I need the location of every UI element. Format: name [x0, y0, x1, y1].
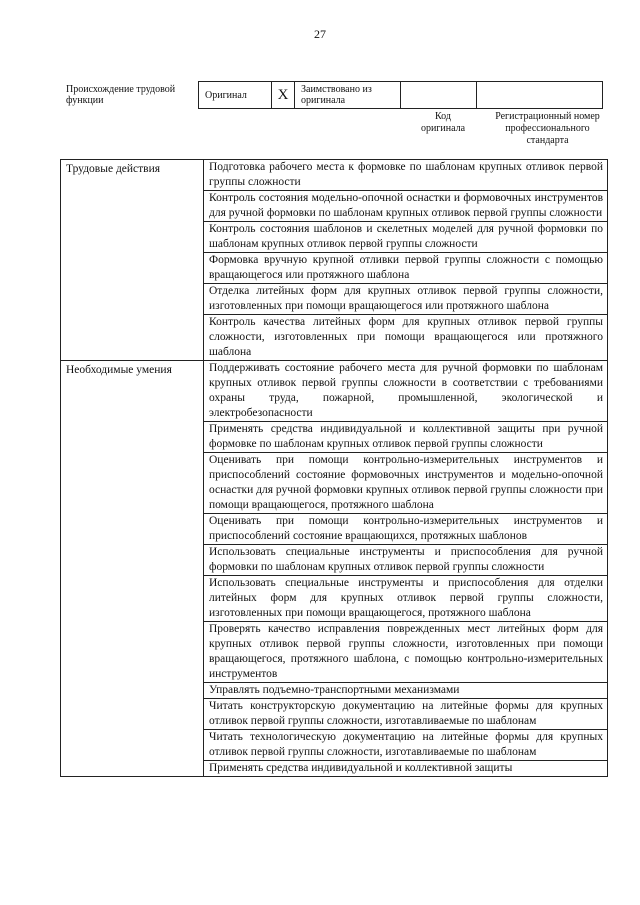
page-number: 27	[314, 27, 326, 41]
table-row	[61, 160, 608, 191]
reg-number-label: Регистрационный номер профессионального стандарта	[495, 111, 600, 146]
section-item: Читать технологическую документацию на литейные формы для крупных отливок первой группы сложности, изготавливаемые по шаблонам	[204, 730, 608, 761]
section-item: Подготовка рабочего места к формовке по шаблонам крупных отливок первой группы сложности	[204, 160, 608, 191]
table-row	[61, 361, 608, 422]
function-table	[60, 159, 608, 777]
original-mark: X	[272, 82, 295, 109]
section-item: Проверять качество исправления поврежденных мест литейных форм для крупных отливок первой группы сложности, изготовленных при помощи вращающегося, протяжного шаблона, с помощью контрольно-измерительных инструментов	[204, 622, 608, 683]
borrowed-cell: Заимствовано из оригинала	[295, 82, 401, 109]
section-item: Отделка литейных форм для крупных отливок первой группы сложности, изготовленных при помощи вращающегося или протяжного шаблона	[204, 284, 608, 315]
reg-number-cell	[477, 82, 603, 109]
section-item: Читать конструкторскую документацию на литейные формы для крупных отливок первой группы сложности, изготавливаемые по шаблонам	[204, 699, 608, 730]
section-item: Использовать специальные инструменты и приспособления для ручной формовки по шаблонам крупных отливок первой группы сложности	[204, 545, 608, 576]
section-item: Применять средства индивидуальной и коллективной защиты при ручной формовке по шаблонам крупных отливок первой группы сложности	[204, 422, 608, 453]
code-cell	[401, 82, 477, 109]
section-item: Контроль состояния шаблонов и скелетных моделей для ручной формовки по шаблонам крупных отливок первой группы сложности	[204, 222, 608, 253]
section-item: Управлять подъемно-транспортными механизмами	[204, 683, 608, 699]
section-item: Применять средства индивидуальной и коллективной защиты	[204, 761, 608, 777]
section-item: Формовка вручную крупной отливки первой группы сложности с помощью вращающегося или протяжного шаблона	[204, 253, 608, 284]
section-item: Контроль состояния модельно-опочной оснастки и формовочных инструментов для ручной формовки по шаблонам крупных отливок первой группы сложности	[204, 191, 608, 222]
original-cell: Оригинал	[199, 82, 272, 109]
section-item: Контроль качества литейных форм для крупных отливок первой группы сложности, изготовленных при помощи вращающегося или протяжного шаблона	[204, 315, 608, 361]
origin-table	[198, 81, 603, 109]
section-item: Оценивать при помощи контрольно-измерительных инструментов и приспособлений состояние формовочных инструментов и модельно-опочной оснастки для ручной формовки крупных отливок первой группы сложности при помощи вращающегося, протяжного шаблона	[204, 453, 608, 514]
section-title: Трудовые действия	[61, 160, 204, 361]
section-title: Необходимые умения	[61, 361, 204, 777]
section-item: Оценивать при помощи контрольно-измерительных инструментов и приспособлений состояние вращающихся, протяжных шаблонов	[204, 514, 608, 545]
code-label: Код оригинала	[420, 111, 466, 134]
origin-label: Происхождение трудовой функции	[66, 84, 176, 106]
section-item: Поддерживать состояние рабочего места для ручной формовки по шаблонам крупных отливок первой группы сложности в соответствии с требованиями охраны труда, пожарной, промышленной, экологической и электробезопасности	[204, 361, 608, 422]
section-item: Использовать специальные инструменты и приспособления для отделки литейных форм для крупных отливок первой группы сложности, изготовленных при помощи вращающегося, протяжного шаблона	[204, 576, 608, 622]
